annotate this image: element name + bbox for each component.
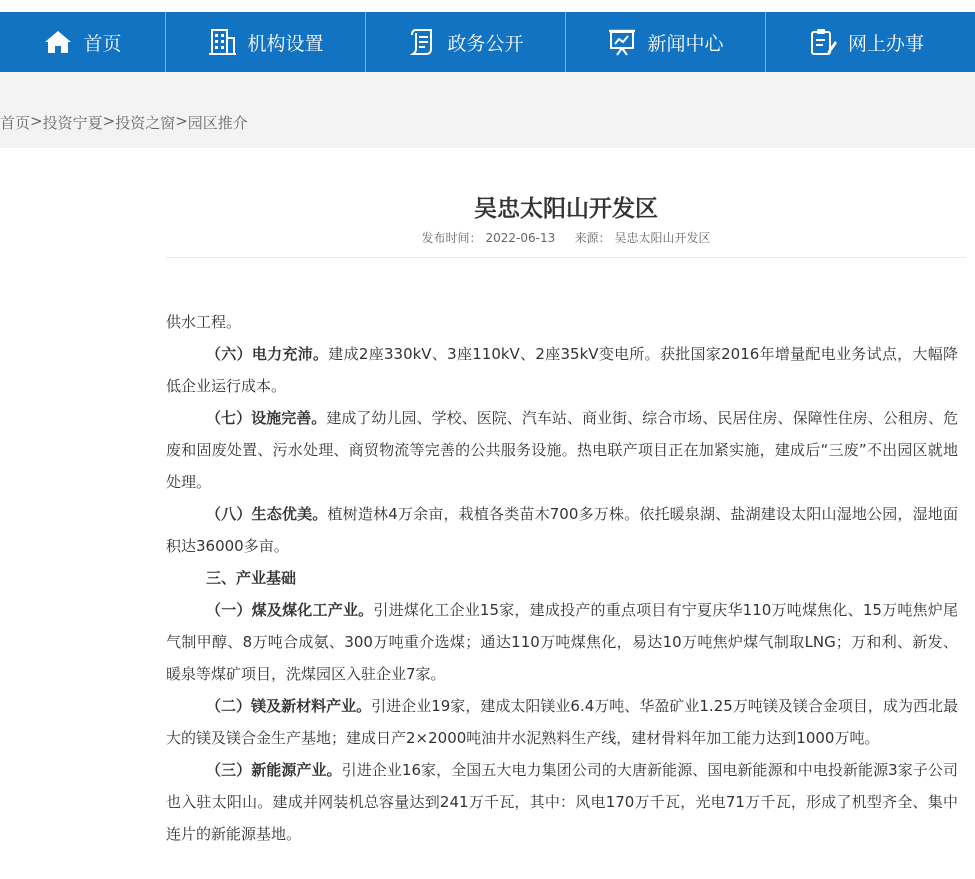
nav-item-news[interactable] [566,12,766,72]
publish-date: 2022-06-13 [485,231,556,245]
paragraph-text: 建成2座330kV、3座110kV、2座35kV变电所。获批国家2016年增量配电业务试点，大幅降低企业运行成本。 [166,345,958,395]
paragraph-heading: （三）新能源产业。 [206,761,342,779]
paragraph [166,754,958,850]
paragraph-text: 供水工程。 [166,313,242,331]
paragraph-text: 引进企业19家，建成太阳镁业6.4万吨、华盈矿业1.25万吨镁及镁合金项目，成为西北最大的镁及镁合金生产基地；建成日产2×2000吨油井水泥熟料生产线，建材骨料年加工能力达到1000万吨。 [166,697,958,747]
nav-item-label: 政务公开 [447,32,524,55]
article-content [166,306,958,850]
article-meta [166,229,966,246]
breadcrumb-separator: > [30,112,43,130]
document-icon [407,27,437,57]
breadcrumb-separator: > [102,112,116,130]
paragraph-text: 植树造林4万余亩，栽植各类苗木700多万株。依托暖泉湖、盐湖建设太阳山湿地公园，湿地面积达36000多亩。 [166,505,958,555]
paragraph-text: 建成了幼儿园、学校、医院、汽车站、商业街、综合市场、民居住房、保障性住房、公租房、危废和固废处置、污水处理、商贸物流等完善的公共服务设施。热电联产项目正在加紧实施，建成后“三废”不出园区就地处理。 [166,409,958,491]
paragraph [166,306,958,338]
nav-item-home[interactable] [0,12,166,72]
breadcrumb-park-intro[interactable]: 园区推介 [187,114,248,132]
title-divider [166,257,966,258]
paragraph [166,498,958,562]
paragraph-heading: （二）镁及新材料产业。 [206,697,372,715]
source-value: 吴忠太阳山开发区 [614,231,711,245]
nav-item-gov-affairs[interactable] [366,12,566,72]
breadcrumb-invest-ningxia[interactable]: 投资宁夏 [42,114,103,132]
paragraph-text: 引进企业16家，全国五大电力集团公司的大唐新能源、国电新能源和中电投新能源3家子公司也入驻太阳山。建成并网装机总容量达到241万千瓦，其中：风电170万千瓦，光电71万千瓦，形成了机型齐全、集中连片的新能源基地。 [166,761,958,843]
paragraph [166,338,958,402]
nav-item-label: 机构设置 [247,32,324,55]
paragraph-text: 引进煤化工企业15家，建成投产的重点项目有宁夏庆华110万吨煤焦化、15万吨焦炉尾气制甲醇、8万吨合成氨、300万吨重介选煤；通达110万吨煤焦化，易达10万吨焦炉煤气制取LNG；万和利、新发、暖泉等煤矿项目，洗煤园区入驻企业7家。 [166,601,958,683]
breadcrumb-bar [0,72,975,148]
paragraph [166,690,958,754]
paragraph-heading: （一）煤及煤化工产业。 [206,601,374,619]
breadcrumb-home[interactable]: 首页 [0,114,31,132]
paragraph-heading: 三、产业基础 [206,569,297,587]
paragraph-heading: （六）电力充沛。 [206,345,329,363]
paragraph-heading: （七）设施完善。 [206,409,327,427]
article-title: 吴忠太阳山开发区 [474,196,658,222]
breadcrumb-invest-window[interactable]: 投资之窗 [115,114,176,132]
presentation-icon [607,27,637,57]
source-label: 来源： [574,231,611,245]
main-nav [0,12,975,72]
paragraph [166,402,958,498]
nav-item-label: 新闻中心 [647,32,724,55]
building-icon [207,27,237,57]
home-icon [43,27,73,57]
clipboard-edit-icon [808,27,838,57]
nav-item-organization[interactable] [166,12,366,72]
breadcrumb-separator: > [175,112,188,130]
section-heading [166,562,958,594]
paragraph [166,594,958,690]
paragraph-heading: （八）生态优美。 [206,505,328,523]
nav-item-label: 首页 [83,32,122,55]
nav-item-label: 网上办事 [847,32,924,55]
publish-label: 发布时间： [421,231,482,245]
nav-item-online-services[interactable] [766,12,966,72]
breadcrumb [0,112,248,133]
